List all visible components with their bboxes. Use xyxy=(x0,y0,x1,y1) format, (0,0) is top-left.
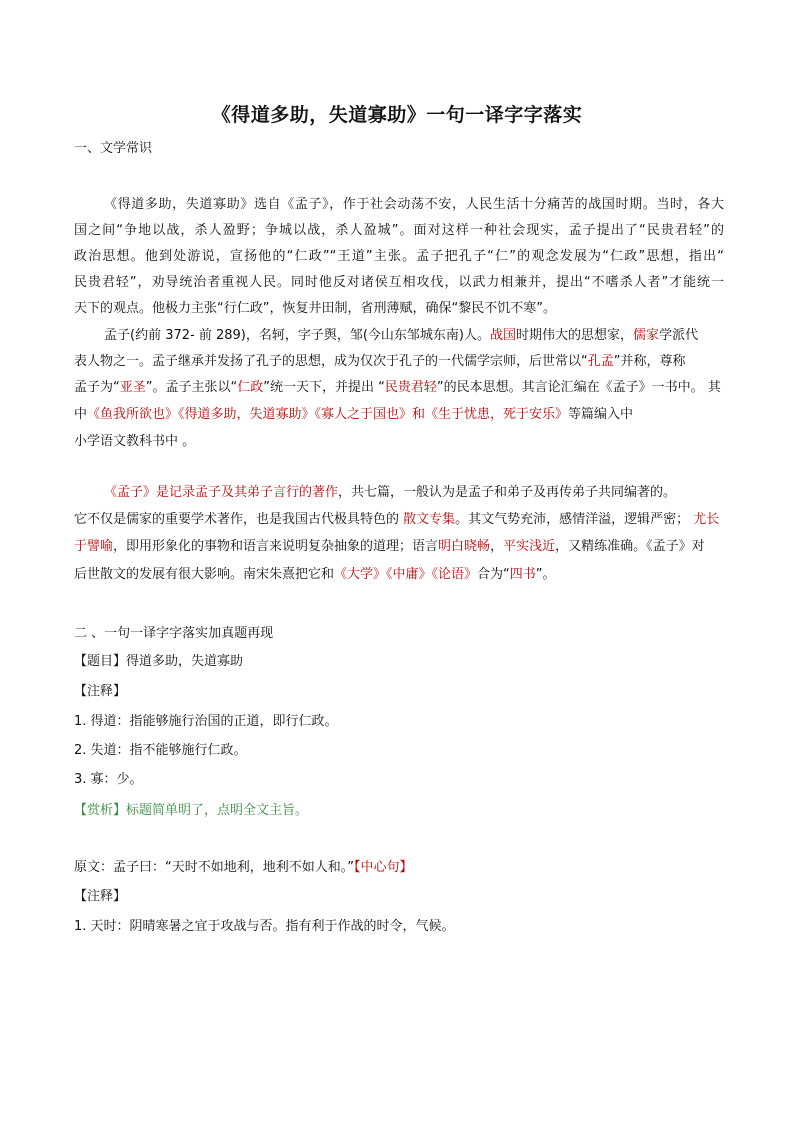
text-run: 中 xyxy=(74,407,88,422)
text-run: ”。孟子主张以“ xyxy=(145,380,238,395)
paragraph-line xyxy=(104,484,676,502)
highlight-text: 亚圣 xyxy=(119,380,146,395)
paragraph-line: 政治思想。他到处游说，宣扬他的“仁政”“王道”主张。孟子把孔子“仁”的观念发展为“仁政”思想，指出“ xyxy=(74,249,724,264)
text-run: ”。 xyxy=(535,567,556,582)
paragraph-line: 《得道多助，失道寡助》选自《孟子》，作于社会动荡不安，人民生活十分痛苦的战国时期。当时，各大 xyxy=(104,197,724,212)
highlight-text: 四书 xyxy=(509,567,536,582)
text-run: 学派代 xyxy=(659,328,699,343)
highlight-text: 《大学》《中庸》《论语》 xyxy=(334,567,478,582)
highlight-text: 《孟子》是记录孟子及其弟子言行的著作 xyxy=(104,485,339,500)
notes-label: 【注释】 xyxy=(74,889,127,904)
highlight-text: 民贵君轻 xyxy=(384,380,437,395)
paragraph-line xyxy=(74,538,705,556)
highlight-text: 孔孟 xyxy=(587,354,614,369)
paragraph-line: 民贵君轻”，劝导统治者重视人民。同时他反对诸侯互相攻伐，以武力相兼并，提出“不嗜杀人者”才能统一 xyxy=(74,275,724,290)
text-run: 表人物之一。孟子继承并发扬了孔子的思想，成为仅次于孔子的一代儒学宗师，后世常以“ xyxy=(74,354,588,369)
paragraph-line xyxy=(74,566,556,584)
text-run: 原文：孟子曰：“天时不如地利，地利不如人和。” xyxy=(74,860,354,875)
section-heading-2: 二 、一句一译字字落实加真题再现 xyxy=(74,626,274,641)
text-run: ，共七篇，一般认为是孟子和弟子及再传弟子共同编著的。 xyxy=(338,485,677,500)
text-run: ”统一天下，并提出 “ xyxy=(263,380,385,395)
highlight-text: 战国 xyxy=(490,328,517,343)
notes-label: 【注释】 xyxy=(74,684,127,699)
paragraph-line xyxy=(74,511,719,529)
paragraph-line: 国之间“争地以战，杀人盈野；争城以战，杀人盈城”。面对这样一种社会现实，孟子提出了“民贵君轻”的 xyxy=(74,223,724,238)
text-run: 孟子(约前 372- 前 289)，名轲，字子舆，邹(今山东邹城东南)人。 xyxy=(104,328,491,343)
text-run: ”并称，尊称 xyxy=(613,354,686,369)
note-item: 2. 失道：指不能够施行仁政。 xyxy=(74,743,247,758)
text-run: 它不仅是儒家的重要学术著作，也是我国古代极具特色的 xyxy=(74,512,404,527)
text-run: ，又精练准确。《孟子》对 xyxy=(555,539,705,554)
highlight-text: 仁政 xyxy=(237,380,264,395)
paragraph-line xyxy=(74,379,721,397)
highlight-text: 平实浅近 xyxy=(503,539,556,554)
original-text-line xyxy=(74,859,413,877)
note-item: 1. 得道：指能够施行治国的正道，即行仁政。 xyxy=(74,714,338,729)
highlight-text: 于譬喻 xyxy=(74,539,114,554)
text-run: 后世散文的发展有很大影响。南宋朱熹把它和 xyxy=(74,567,335,582)
analysis-line: 【赏析】标题简单明了，点明全文主旨。 xyxy=(74,803,309,818)
note-item: 1. 天时：阴晴寒暑之宜于攻战与否。指有利于作战的时令，气候。 xyxy=(74,919,455,934)
topic-line: 【题目】得道多助，失道寡助 xyxy=(74,654,244,669)
highlight-text: 儒家 xyxy=(633,328,660,343)
text-run: ”的民本思想。其言论汇编在《孟子》一书中。 其 xyxy=(436,380,721,395)
highlight-text: 【中心句】 xyxy=(353,860,413,875)
section-heading-1: 一、文学常识 xyxy=(74,141,153,156)
paragraph-line: 小学语文教科书中 。 xyxy=(74,434,196,449)
highlight-text: 《鱼我所欲也》《得道多助，失道寡助》《寡人之于国也》和《生于忧患，死于安乐》 xyxy=(87,407,569,422)
highlight-text: 散文专集 xyxy=(403,512,456,527)
note-item: 3. 寡：少。 xyxy=(74,772,143,787)
text-run: ，即用形象化的事物和语言来说明复杂抽象的道理；语言 xyxy=(113,539,439,554)
highlight-text: 尤长 xyxy=(693,512,720,527)
text-run: 合为“ xyxy=(477,567,510,582)
paragraph-line xyxy=(74,353,686,371)
text-run: 等篇编入中 xyxy=(568,407,634,422)
page-title: 《得道多助，失道寡助》一句一译字字落实 xyxy=(211,104,583,126)
text-run: ， xyxy=(490,539,504,554)
paragraph-line: 天下的观点。他极力主张“行仁政”，恢复井田制，省刑薄赋，确保“黎民不饥不寒”。 xyxy=(74,301,556,316)
text-run: 。其文气势充沛，感情洋溢，逻辑严密； xyxy=(455,512,694,527)
highlight-text: 明白晓畅 xyxy=(438,539,491,554)
paragraph-line xyxy=(104,327,698,345)
paragraph-line xyxy=(74,406,633,424)
text-run: 时期伟大的思想家， xyxy=(516,328,634,343)
text-run: 孟子为“ xyxy=(74,380,120,395)
